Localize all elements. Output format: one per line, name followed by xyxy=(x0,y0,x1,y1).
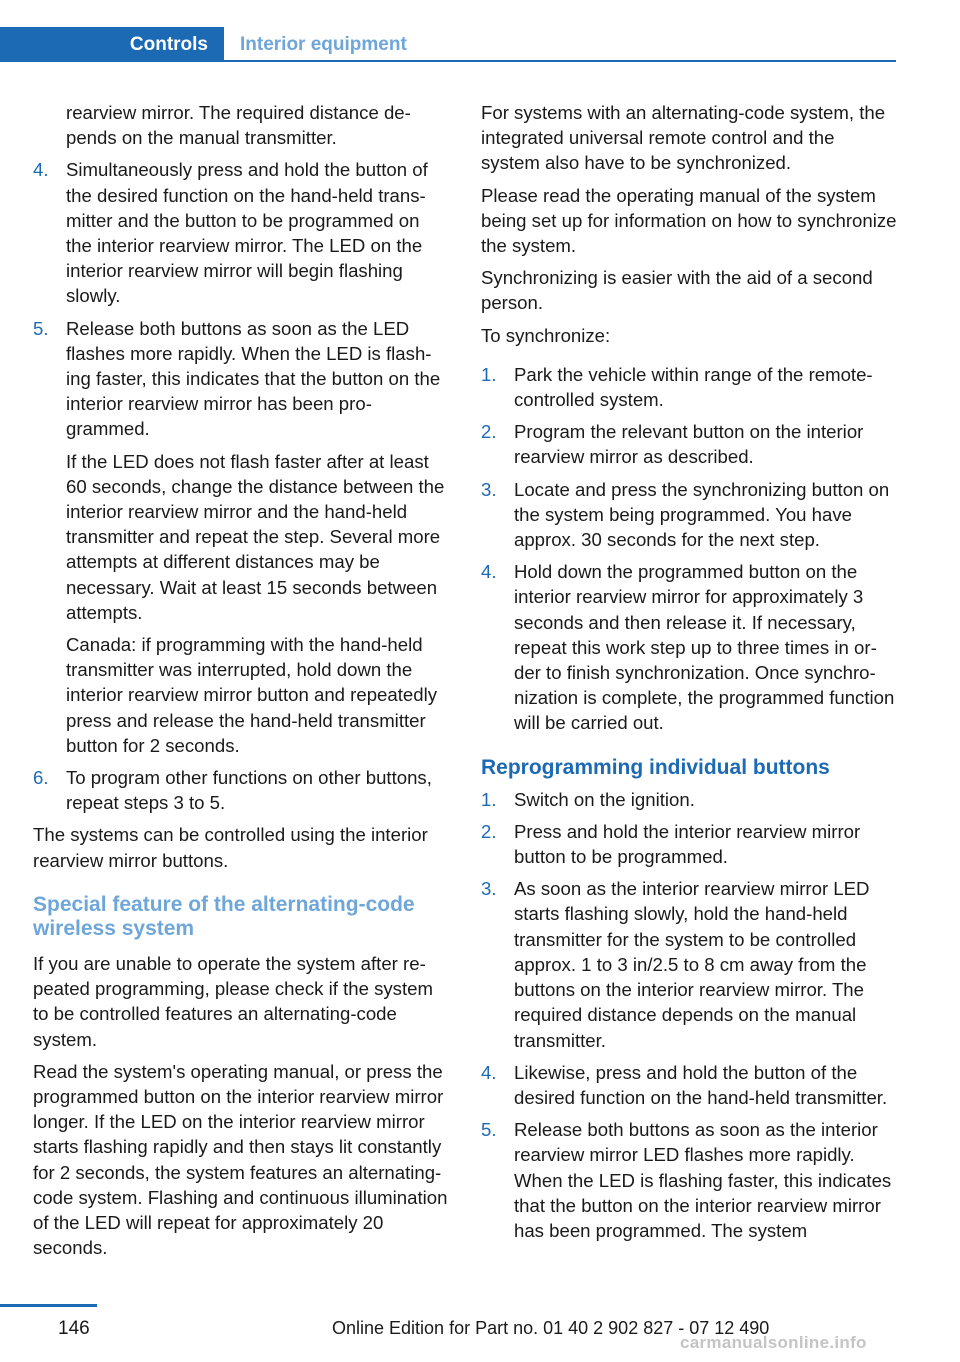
step-text: Locate and press the synchronizing button on the system being programmed. You have approx. 30 seconds for the next step. xyxy=(514,478,890,551)
step-number: 3. xyxy=(481,878,497,900)
paragraph: Please read the operating manual of the system being set up for information on how to synchronize the system. xyxy=(481,184,897,257)
paragraph: To synchronize: xyxy=(481,324,611,346)
step-number: 1. xyxy=(481,363,497,385)
list-item xyxy=(33,157,449,308)
step-number: 4. xyxy=(481,1061,497,1083)
step-note: If the LED does not flash faster after at least 60 seconds, change the distance between the interior rearview mirror and the hand-held transmitter and repeat the step. Several more attempts at different distances may be necessary. Wait at least 15 seconds between attempts. xyxy=(66,450,445,623)
step-number: 5. xyxy=(481,1119,497,1141)
step-number: 2. xyxy=(481,421,497,443)
step-text: Switch on the ignition. xyxy=(514,788,695,810)
footer-rule xyxy=(0,1304,97,1307)
page-header xyxy=(0,0,960,62)
list-item xyxy=(33,765,449,815)
right-column xyxy=(481,100,897,1250)
step-text: To program other functions on other buttons, repeat steps 3 to 5. xyxy=(66,767,432,814)
paragraph: For systems with an alternating-code system, the integrated universal remote control and the system also have to be synchronized. xyxy=(481,102,886,174)
step-text: As soon as the interior rearview mirror LED starts flashing slowly, hold the hand-held transmitter for the system to be controlled approx. 1 to 3 in/2.5 to 8 cm away from the buttons on the interior rearview mirror. The required distance depends on the manual transmitter. xyxy=(514,878,870,1051)
list-item xyxy=(481,1060,897,1110)
step-number: 1. xyxy=(481,788,497,810)
paragraph: Synchronizing is easier with the aid of a second person. xyxy=(481,267,873,314)
header-rule xyxy=(224,60,896,62)
list-item xyxy=(481,362,897,412)
step-text: Release both buttons as soon as the interior rearview mirror LED flashes more rapidly. When the LED is flashing faster, this indicates that the button on the interior rearview mirror has been programmed. The system xyxy=(514,1119,892,1241)
step-number: 2. xyxy=(481,820,497,842)
step-note: Canada: if programming with the hand-held transmitter was interrupted, hold down the interior rearview mirror button and repeatedly press and release the hand-held transmitter button for 2 seconds. xyxy=(66,634,438,756)
left-column xyxy=(33,100,449,1267)
list-item xyxy=(481,477,897,553)
list-item xyxy=(481,787,897,812)
section-heading: Reprogramming individual buttons xyxy=(481,755,830,779)
list-item xyxy=(481,419,897,469)
list-item xyxy=(33,316,449,442)
list-item xyxy=(481,819,897,869)
edition-line: Online Edition for Part no. 01 40 2 902 827 - 07 12 490 xyxy=(332,1318,770,1338)
paragraph: The systems can be controlled using the interior rearview mirror buttons. xyxy=(33,824,428,871)
step-text: Release both buttons as soon as the LED flashes more rapidly. When the LED is flashing faster, this indicates that the button on the interior rearview mirror has been programmed. xyxy=(66,317,441,440)
step-text: Program the relevant button on the interior rearview mirror as described. xyxy=(514,421,864,468)
paragraph: Read the system's operating manual, or press the programmed button on the interior rearview mirror longer. If the LED on the interior rearview mirror starts flashing rapidly and then stays lit constantly for 2 seconds, the system features an alternating-code system. Flashing and continuous illumination of the LED will repeat for approximately 20 seconds. xyxy=(33,1060,448,1259)
step-number: 3. xyxy=(481,478,497,500)
step-text: Park the vehicle within range of the remote-controlled system. xyxy=(514,363,873,411)
paragraph: If you are unable to operate the system after repeated programming, please check if the system to be controlled features an alternating-code system. xyxy=(33,952,433,1050)
section-heading: Special feature of the alternating-code wireless system xyxy=(33,892,415,940)
step-number: 4. xyxy=(33,159,49,181)
list-item xyxy=(481,1117,897,1243)
step-text: Hold down the programmed button on the interior rearview mirror for approximately 3 seconds and then release it. If necessary, repeat this work step up to three times in order to finish synchronization. Once synchronization is complete, the programmed function will be carried out. xyxy=(514,561,895,734)
step-number: 6. xyxy=(33,767,49,789)
step-text: Likewise, press and hold the button of the desired function on the hand-held transmitter. xyxy=(514,1061,888,1108)
step-text: Simultaneously press and hold the button of the desired function on the hand-held transmitter and the button to be programmed on the interior rearview mirror. The LED on the interior rearview mirror will begin flashing slowly. xyxy=(66,159,428,307)
list-item xyxy=(481,876,897,1052)
subsection-tab: Interior equipment xyxy=(240,33,407,55)
page-number: 146 xyxy=(58,1318,90,1339)
step-number: 5. xyxy=(33,317,49,339)
section-tab: Controls xyxy=(0,27,224,62)
watermark: carmanualsonline.info xyxy=(680,1333,867,1352)
list-item xyxy=(481,559,897,735)
step-text: Press and hold the interior rearview mirror button to be programmed. xyxy=(514,820,861,868)
step-continuation: rearview mirror. The required distance depends on the manual transmitter. xyxy=(66,102,411,149)
step-number: 4. xyxy=(481,561,497,583)
